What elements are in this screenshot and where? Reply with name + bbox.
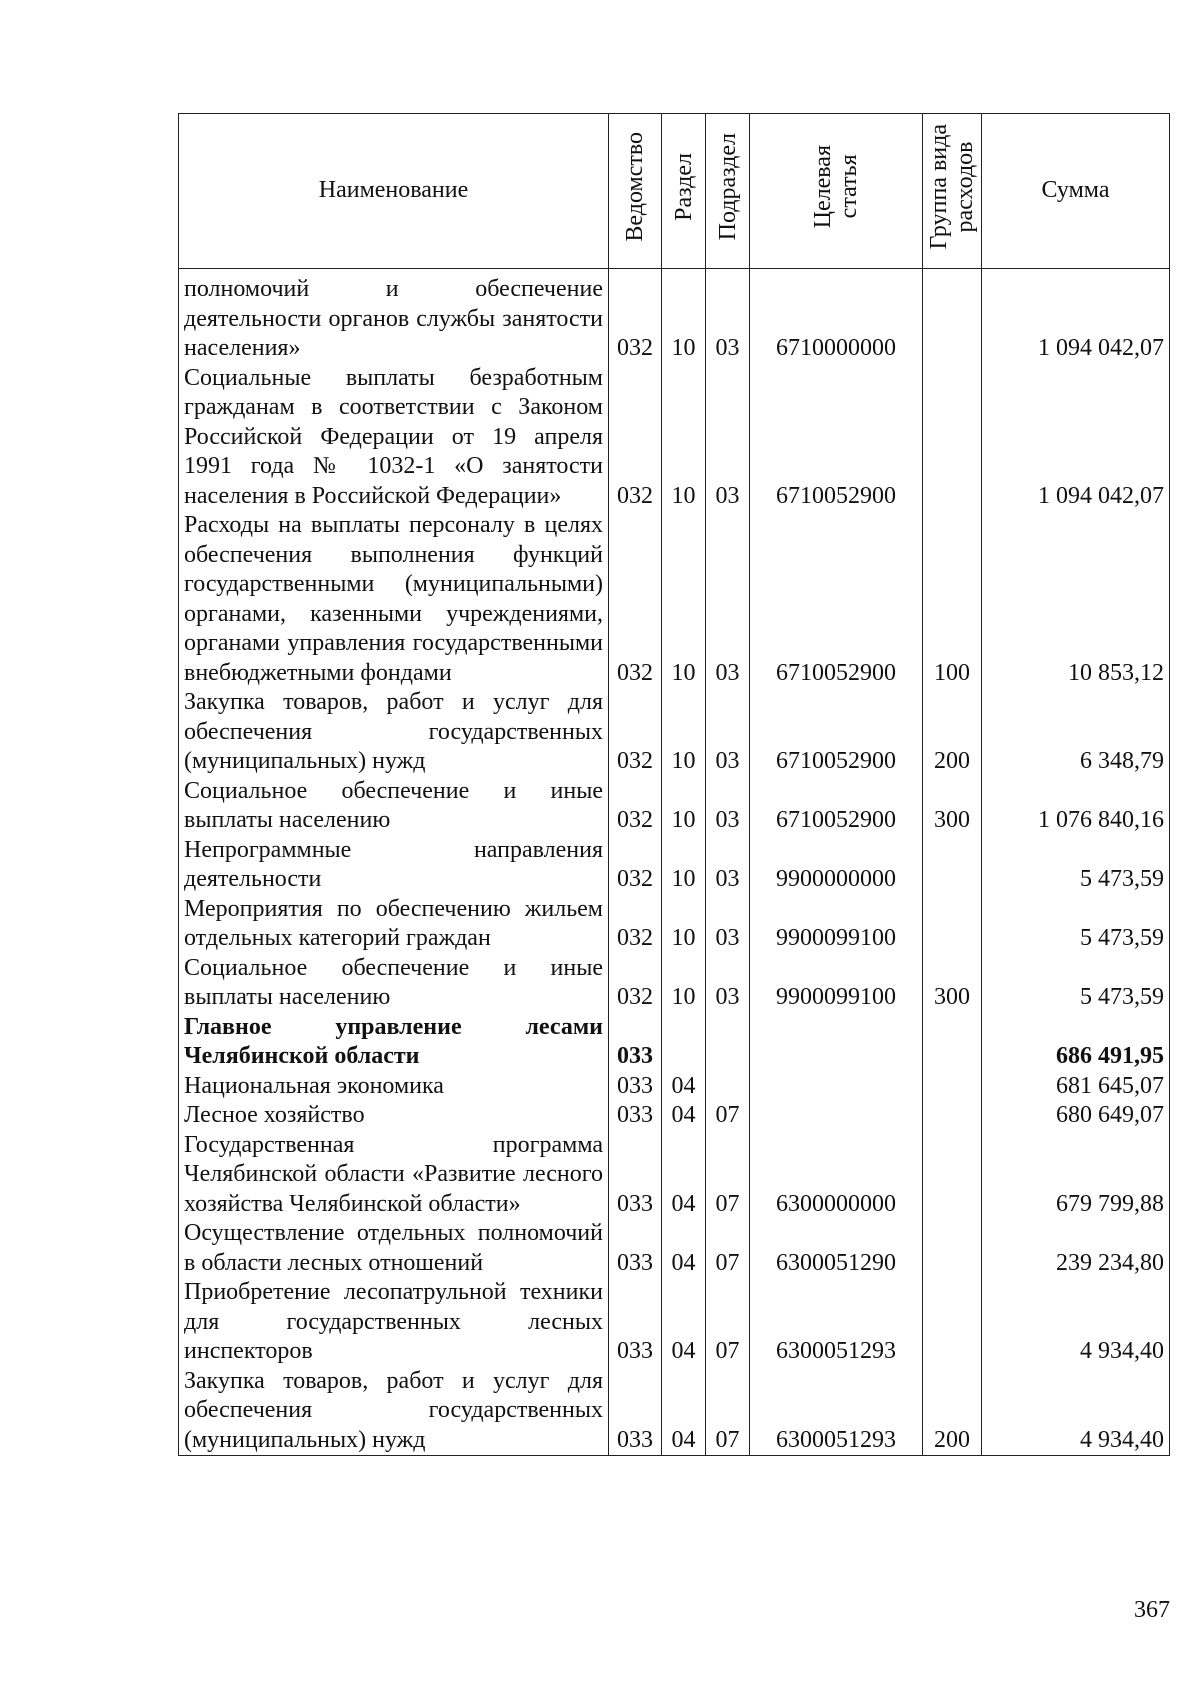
cell-section: 04	[662, 1101, 706, 1131]
table-row	[179, 1278, 1170, 1367]
cell-subsection: 07	[706, 1367, 750, 1456]
table-row	[179, 269, 1170, 364]
table-row	[179, 836, 1170, 895]
cell-expense-group: 300	[923, 954, 982, 1013]
cell-target-article: 6300051293	[750, 1278, 923, 1367]
cell-department: 033	[609, 1219, 662, 1278]
cell-amount: 1 094 042,07	[982, 364, 1170, 512]
cell-section: 04	[662, 1367, 706, 1456]
cell-target-article: 6300000000	[750, 1131, 923, 1220]
cell-amount: 239 234,80	[982, 1219, 1170, 1278]
cell-name: Лесное хозяйство	[179, 1101, 609, 1131]
cell-amount: 4 934,40	[982, 1367, 1170, 1456]
header-department: Ведомство	[609, 114, 662, 269]
cell-amount: 681 645,07	[982, 1072, 1170, 1102]
cell-subsection: 07	[706, 1278, 750, 1367]
budget-table	[178, 113, 1170, 1456]
cell-target-article: 6710052900	[750, 364, 923, 512]
cell-amount: 686 491,95	[982, 1013, 1170, 1072]
cell-subsection: 03	[706, 895, 750, 954]
cell-department: 032	[609, 777, 662, 836]
cell-name: Расходы на выплаты персоналу в целях обеспечения выполнения функций государственными (муниципальными) органами, казенными учреждениями, органами управления государственными внебюджетными фондами	[179, 511, 609, 688]
cell-name: Приобретение лесопатрульной техники для государственных лесных инспекторов	[179, 1278, 609, 1367]
header-target-article: Целевая статья	[750, 114, 923, 269]
cell-subsection: 07	[706, 1219, 750, 1278]
cell-target-article: 9900099100	[750, 954, 923, 1013]
table-row	[179, 688, 1170, 777]
table-row	[179, 1219, 1170, 1278]
cell-name: Национальная экономика	[179, 1072, 609, 1102]
cell-name: Социальные выплаты безработным гражданам в соответствии с Законом Российской Федерации от 19 апреля 1991 года № 1032-1 «О занятости населения в Российской Федерации»	[179, 364, 609, 512]
header-amount: Сумма	[982, 114, 1170, 269]
cell-amount: 5 473,59	[982, 895, 1170, 954]
cell-section: 10	[662, 364, 706, 512]
cell-expense-group	[923, 364, 982, 512]
cell-department: 033	[609, 1367, 662, 1456]
table-row	[179, 1072, 1170, 1102]
cell-amount: 1 076 840,16	[982, 777, 1170, 836]
cell-subsection	[706, 1072, 750, 1102]
cell-department: 032	[609, 511, 662, 688]
cell-amount: 6 348,79	[982, 688, 1170, 777]
cell-subsection: 07	[706, 1101, 750, 1131]
cell-name: Непрограммные направления деятельности	[179, 836, 609, 895]
cell-expense-group	[923, 1101, 982, 1131]
cell-name: Мероприятия по обеспечению жильем отдельных категорий граждан	[179, 895, 609, 954]
cell-name: Социальное обеспечение и иные выплаты населению	[179, 954, 609, 1013]
cell-subsection: 03	[706, 836, 750, 895]
cell-amount: 4 934,40	[982, 1278, 1170, 1367]
cell-subsection: 03	[706, 688, 750, 777]
table-row	[179, 1131, 1170, 1220]
page-number: 367	[1134, 1597, 1170, 1623]
cell-section: 10	[662, 954, 706, 1013]
cell-target-article: 6710052900	[750, 688, 923, 777]
cell-department: 033	[609, 1072, 662, 1102]
cell-section: 10	[662, 895, 706, 954]
cell-amount: 5 473,59	[982, 954, 1170, 1013]
cell-target-article	[750, 1013, 923, 1072]
cell-name: Государственная программа Челябинской области «Развитие лесного хозяйства Челябинской области»	[179, 1131, 609, 1220]
cell-department: 032	[609, 895, 662, 954]
table-row	[179, 511, 1170, 688]
cell-section: 04	[662, 1131, 706, 1220]
cell-section: 10	[662, 269, 706, 364]
cell-section: 04	[662, 1278, 706, 1367]
cell-department: 032	[609, 954, 662, 1013]
cell-section: 10	[662, 777, 706, 836]
cell-expense-group	[923, 836, 982, 895]
table-header-row	[179, 114, 1170, 269]
cell-expense-group	[923, 269, 982, 364]
cell-amount: 10 853,12	[982, 511, 1170, 688]
cell-section: 10	[662, 688, 706, 777]
cell-expense-group: 300	[923, 777, 982, 836]
table-row	[179, 1013, 1170, 1072]
cell-amount: 680 649,07	[982, 1101, 1170, 1131]
cell-name: полномочий и обеспечение деятельности органов службы занятости населения»	[179, 269, 609, 364]
cell-name: Закупка товаров, работ и услуг для обеспечения государственных (муниципальных) нужд	[179, 688, 609, 777]
cell-name: Социальное обеспечение и иные выплаты населению	[179, 777, 609, 836]
cell-section: 04	[662, 1072, 706, 1102]
cell-amount: 679 799,88	[982, 1131, 1170, 1220]
cell-target-article: 6710000000	[750, 269, 923, 364]
cell-department: 032	[609, 269, 662, 364]
table-row	[179, 954, 1170, 1013]
cell-department: 033	[609, 1101, 662, 1131]
cell-expense-group	[923, 1013, 982, 1072]
cell-section: 10	[662, 836, 706, 895]
cell-target-article	[750, 1072, 923, 1102]
cell-expense-group	[923, 1219, 982, 1278]
cell-department: 033	[609, 1013, 662, 1072]
cell-department: 032	[609, 836, 662, 895]
cell-amount: 1 094 042,07	[982, 269, 1170, 364]
cell-expense-group	[923, 895, 982, 954]
cell-expense-group	[923, 1131, 982, 1220]
cell-department: 032	[609, 364, 662, 512]
table-row	[179, 777, 1170, 836]
cell-expense-group	[923, 1072, 982, 1102]
cell-target-article: 6710052900	[750, 511, 923, 688]
cell-target-article: 6300051290	[750, 1219, 923, 1278]
cell-subsection: 03	[706, 511, 750, 688]
cell-subsection: 03	[706, 777, 750, 836]
cell-target-article: 6710052900	[750, 777, 923, 836]
cell-expense-group: 200	[923, 1367, 982, 1456]
table-row	[179, 1101, 1170, 1131]
cell-section: 10	[662, 511, 706, 688]
cell-section	[662, 1013, 706, 1072]
cell-target-article: 9900099100	[750, 895, 923, 954]
cell-subsection: 07	[706, 1131, 750, 1220]
header-subsection: Подраздел	[706, 114, 750, 269]
table-row	[179, 895, 1170, 954]
cell-subsection: 03	[706, 269, 750, 364]
cell-name: Осуществление отдельных полномочий в области лесных отношений	[179, 1219, 609, 1278]
cell-subsection	[706, 1013, 750, 1072]
table-row	[179, 364, 1170, 512]
cell-expense-group	[923, 1278, 982, 1367]
table-body	[179, 269, 1170, 1456]
header-name: Наименование	[179, 114, 609, 269]
cell-department: 033	[609, 1131, 662, 1220]
cell-amount: 5 473,59	[982, 836, 1170, 895]
cell-subsection: 03	[706, 364, 750, 512]
cell-department: 032	[609, 688, 662, 777]
table-row	[179, 1367, 1170, 1456]
cell-subsection: 03	[706, 954, 750, 1013]
cell-name: Закупка товаров, работ и услуг для обеспечения государственных (муниципальных) нужд	[179, 1367, 609, 1456]
cell-section: 04	[662, 1219, 706, 1278]
cell-expense-group: 200	[923, 688, 982, 777]
cell-target-article	[750, 1101, 923, 1131]
cell-department: 033	[609, 1278, 662, 1367]
cell-target-article: 6300051293	[750, 1367, 923, 1456]
header-section: Раздел	[662, 114, 706, 269]
cell-target-article: 9900000000	[750, 836, 923, 895]
header-expense-group: Группа вида расходов	[923, 114, 982, 269]
cell-expense-group: 100	[923, 511, 982, 688]
cell-name: Главное управление лесами Челябинской области	[179, 1013, 609, 1072]
